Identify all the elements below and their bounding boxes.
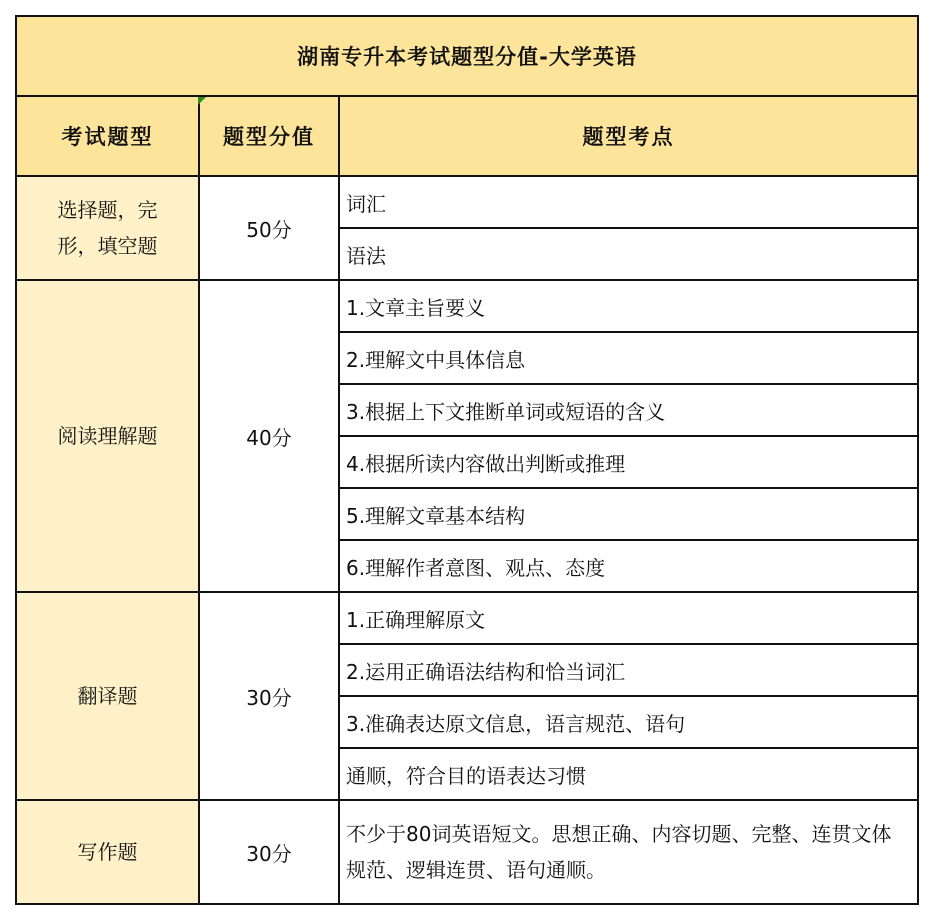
type-cell: 翻译题 (17, 593, 198, 801)
score-cell: 40分 (198, 281, 338, 593)
score-cell: 30分 (198, 801, 338, 903)
header-points: 题型考点 (338, 97, 917, 177)
header-score: 题型分值 (198, 97, 338, 177)
type-cell: 选择题，完形，填空题 (17, 177, 198, 281)
exam-score-table (15, 15, 919, 905)
type-cell: 阅读理解题 (17, 281, 198, 593)
score-cell: 50分 (198, 177, 338, 281)
point-cell: 2.理解文中具体信息 (338, 333, 917, 385)
point-cell: 5.理解文章基本结构 (338, 489, 917, 541)
point-cell: 通顺，符合目的语表达习惯 (338, 749, 917, 801)
point-cell: 不少于80词英语短文。思想正确、内容切题、完整、连贯文体规范、逻辑连贯、语句通顺。 (338, 801, 917, 903)
point-cell: 3.根据上下文推断单词或短语的含义 (338, 385, 917, 437)
point-cell: 4.根据所读内容做出判断或推理 (338, 437, 917, 489)
type-cell: 写作题 (17, 801, 198, 903)
table-title: 湖南专升本考试题型分值-大学英语 (17, 17, 917, 97)
point-cell: 2.运用正确语法结构和恰当词汇 (338, 645, 917, 697)
point-cell: 3.准确表达原文信息，语言规范、语句 (338, 697, 917, 749)
header-exam-type: 考试题型 (17, 97, 198, 177)
comment-indicator-icon (198, 97, 206, 105)
point-cell: 1.文章主旨要义 (338, 281, 917, 333)
point-cell: 1.正确理解原文 (338, 593, 917, 645)
point-cell: 6.理解作者意图、观点、态度 (338, 541, 917, 593)
point-cell: 词汇 (338, 177, 917, 229)
point-cell: 语法 (338, 229, 917, 281)
score-cell: 30分 (198, 593, 338, 801)
